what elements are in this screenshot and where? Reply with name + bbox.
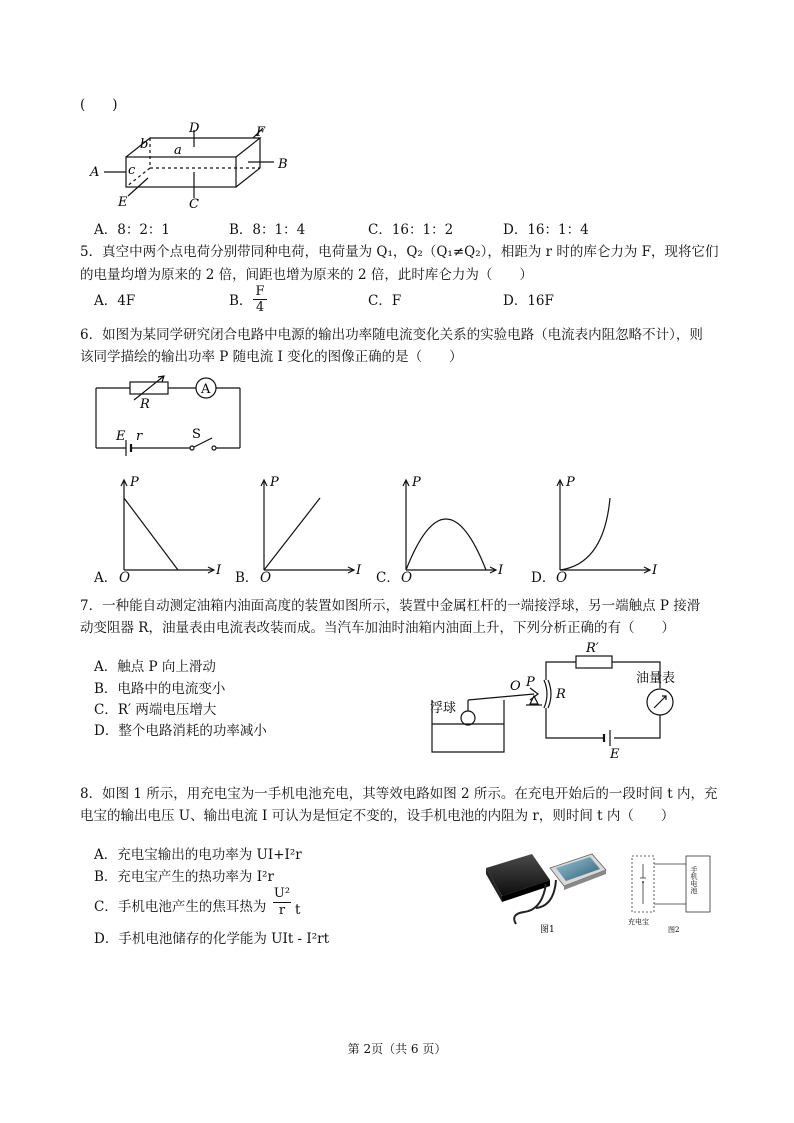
q4-option-a: A．8：2：1 [94, 222, 171, 238]
svg-text:P: P [270, 475, 279, 490]
svg-text:P: P [526, 675, 535, 690]
label-a: a [174, 143, 182, 158]
svg-text:浮球: 浮球 [430, 701, 457, 716]
label-D: D [189, 121, 200, 136]
q5-option-c: C．F [368, 293, 402, 309]
q7-oil-gauge-figure [426, 640, 696, 762]
q6-circuit-figure [90, 374, 250, 458]
q8-figure2-equivalent-circuit [626, 850, 716, 940]
fraction-denominator: r [278, 903, 286, 918]
curve-line [124, 498, 178, 570]
q6-option-d: D． [531, 570, 556, 586]
q7-option-a: A．触点 P 向上滑动 [94, 659, 216, 675]
q7-stem-line2: 动变阻器 R，油量表由电流表改装而成。当汽车加油时油箱内油面上升，下列分析正确的有（ ） [80, 620, 675, 636]
q8-option-c [94, 896, 266, 918]
svg-text:I: I [216, 563, 222, 578]
q8-option-b: B．充电宝产生的热功率为 I²r [94, 869, 274, 885]
q6-graph-b [258, 474, 368, 582]
label-A: A [90, 165, 100, 180]
resistor-r-prime [576, 656, 612, 668]
q6-option-c: C． [376, 570, 400, 586]
curve-exponential [560, 498, 610, 570]
label-C: C [189, 197, 199, 212]
svg-text:油量表: 油量表 [636, 671, 676, 686]
label-E: E [118, 195, 128, 210]
q8-option-c-suffix: t [295, 902, 301, 918]
page-footer: 第 2页（共 6 页） [347, 1042, 447, 1056]
q5-stem-line1: 5．真空中两个点电荷分别带同种电荷，电荷量为 Q₁，Q₂（Q₁≠Q₂），相距为 r 时的库仑力为 F，现将它们 [80, 244, 719, 260]
svg-text:A: A [201, 382, 211, 397]
label-c: c [128, 163, 136, 178]
q5-option-a: A．4F [94, 293, 136, 309]
q8-option-a: A．充电宝输出的电功率为 UI+I²r [94, 847, 302, 863]
curve-line [264, 498, 320, 570]
float-ball-icon [461, 711, 475, 725]
q6-origin-b: O [260, 570, 272, 586]
svg-text:图1: 图1 [540, 925, 555, 935]
label-B: B [278, 157, 288, 172]
q6-origin-a: O [119, 570, 131, 586]
q6-graph-c [400, 474, 510, 582]
q8-figure1-powerbank-phone [480, 840, 616, 936]
svg-text:S: S [192, 427, 201, 442]
q5-option-d: D．16F [503, 293, 554, 309]
q7-option-c: C．R′ 两端电压增大 [94, 702, 217, 718]
svg-text:P: P [130, 475, 139, 490]
svg-text:E: E [116, 429, 126, 444]
fraction-numerator: F [253, 284, 267, 300]
q8-stem-line2: 电宝的输出电压 U、输出电流 I 可认为是恒定不变的，设手机电池的内阻为 r，则时间 t 内（ ） [80, 808, 675, 824]
svg-text:I: I [652, 563, 658, 578]
q6-origin-c: O [401, 570, 413, 586]
q8-option-d: D．手机电池储存的化学能为 UIt - I²rt [94, 931, 330, 947]
q7-option-d: D．整个电路消耗的功率减小 [94, 723, 267, 739]
q6-graph-d [554, 474, 664, 582]
q8-option-c-prefix: C．手机电池产生的焦耳热为 [94, 899, 267, 915]
fraction-numerator: U² [273, 886, 291, 901]
svg-text:E: E [610, 747, 620, 762]
curve-parabola [406, 519, 486, 570]
svg-text:r: r [136, 429, 143, 444]
svg-text:R′: R′ [586, 641, 599, 656]
q5-option-b [229, 290, 252, 312]
q4-option-b: B．8：1：4 [229, 222, 306, 238]
svg-text:R: R [140, 397, 150, 412]
q4-option-d: D．16：1：4 [503, 222, 589, 238]
q8-stem-line1: 8．如图 1 所示，用充电宝为一手机电池充电，其等效电路如图 2 所示。在充电开始后的一段时间 t 内，充 [80, 786, 718, 802]
phone-icon [550, 854, 606, 890]
q6-origin-d: O [556, 570, 568, 586]
q6-option-b: B． [235, 570, 259, 586]
q5-stem-line2: 的电量均增为原来的 2 倍，间距也增为原来的 2 倍，此时库仑力为（ ） [80, 267, 533, 283]
switch-icon [190, 446, 194, 450]
q6-graph-a [118, 474, 228, 582]
q6-option-a: A． [94, 570, 118, 586]
q6-stem-line1: 6．如图为某同学研究闭合电路中电源的输出功率随电流变化关系的实验电路（电流表内阻忽略不计），则 [80, 327, 703, 343]
label-b: b [140, 137, 149, 152]
q8-option-c-fraction [273, 886, 291, 919]
svg-text:P: P [566, 475, 575, 490]
svg-text:I: I [356, 563, 362, 578]
svg-text:R: R [556, 687, 566, 702]
q5-option-b-prefix: B． [229, 293, 253, 309]
svg-text:O: O [510, 679, 521, 694]
svg-text:I: I [498, 563, 504, 578]
svg-text:充电宝: 充电宝 [628, 918, 649, 926]
q4-cuboid-figure [88, 120, 308, 215]
label-F: F [256, 125, 266, 140]
q6-stem-line2: 该同学描绘的输出功率 P 随电流 I 变化的图像正确的是（ ） [80, 349, 463, 365]
q4-option-c: C．16：1：2 [368, 222, 454, 238]
svg-text:图2: 图2 [668, 926, 680, 934]
powerbank-icon [486, 854, 550, 902]
fraction-denominator: 4 [255, 300, 265, 315]
q5-option-b-fraction [253, 284, 267, 315]
q7-stem-line1: 7．一种能自动测定油箱内油面高度的装置如图所示，装置中金属杠杆的一端接浮球，另一端触点 P 接滑 [80, 598, 701, 614]
q7-option-b: B．电路中的电流变小 [94, 681, 226, 697]
q4-bracket: ( ) [80, 97, 118, 113]
battery-label: 手机电池 [690, 866, 698, 894]
svg-text:P: P [412, 475, 421, 490]
